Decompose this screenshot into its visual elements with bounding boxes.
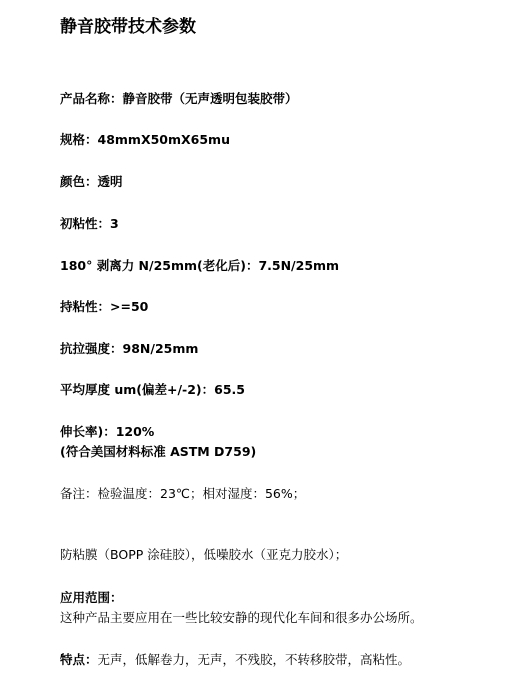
spec-elongation (60, 424, 154, 440)
spec-value: 静音胶带（无声透明包装胶带） (122, 91, 298, 106)
standard-note: (符合美国材料标准 ASTM D759) (60, 444, 257, 459)
spec-label: 持粘性： (60, 299, 111, 314)
spec-value: 98N/25mm (122, 341, 199, 356)
features-label: 特点： (60, 652, 98, 667)
application-text: 这种产品主要应用在一些比较安静的现代化车间和很多办公场所。 (60, 610, 423, 625)
spec-size (60, 132, 230, 148)
spec-value: 65.5 (214, 382, 245, 397)
spec-holding-power (60, 299, 148, 315)
spec-initial-tack (60, 216, 119, 232)
spec-value: 3 (110, 216, 119, 231)
spec-label: 抗拉强度： (60, 341, 123, 356)
spec-value: 7.5N/25mm (258, 258, 340, 273)
spec-value: 48mmX50mX65mu (97, 132, 230, 147)
spec-label: 规格： (60, 132, 98, 147)
spec-value: >=50 (110, 299, 149, 314)
spec-product-name (60, 91, 298, 107)
materials-line: 防粘膜（BOPP 涂硅胶），低噪胶水（亚克力胶水）； (60, 547, 348, 562)
application-label: 应用范围： (60, 590, 123, 605)
spec-tensile-strength (60, 341, 198, 357)
page-title: 静音胶带技术参数 (60, 17, 196, 37)
spec-label: 伸长率)： (60, 424, 116, 439)
spec-label: 颜色： (60, 174, 98, 189)
spec-label: 初粘性： (60, 216, 111, 231)
features-line (60, 652, 410, 668)
spec-label: 180° 剥离力 N/25mm(老化后)： (60, 258, 259, 273)
spec-value: 透明 (97, 174, 123, 189)
spec-label: 产品名称： (60, 91, 123, 106)
remark-line: 备注：检验温度：23℃；相对湿度：56%； (60, 486, 306, 501)
features-text: 无声，低解卷力，无声，不残胶，不转移胶带，高粘性。 (97, 652, 411, 667)
spec-peel-strength (60, 258, 339, 274)
spec-color (60, 174, 123, 190)
spec-label: 平均厚度 um(偏差+/-2)： (60, 382, 215, 397)
spec-value: 120% (115, 424, 155, 439)
spec-average-thickness (60, 382, 245, 398)
